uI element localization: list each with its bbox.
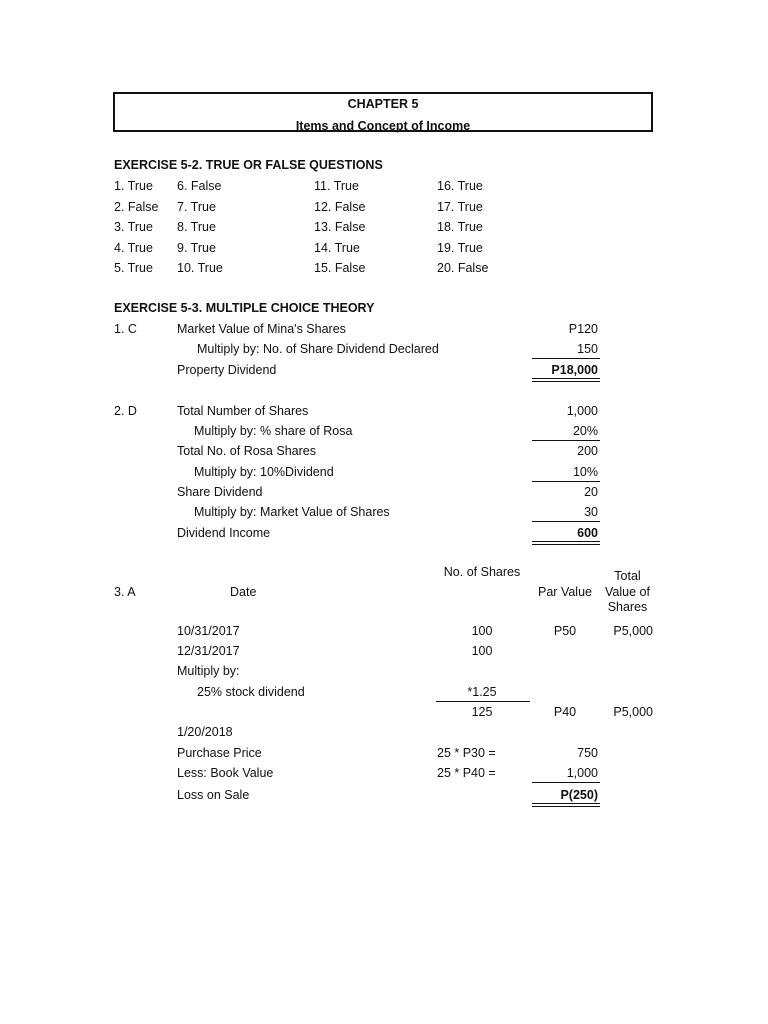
- calc-formula: 25 * P30 =: [437, 746, 496, 760]
- answer-item: 15. False: [314, 261, 366, 275]
- answer-item: 9. True: [177, 241, 216, 255]
- chapter-subtitle: Items and Concept of Income: [295, 119, 471, 133]
- result-value: 600: [577, 526, 598, 540]
- table-shares: 100: [471, 644, 493, 658]
- answer-item: 8. True: [177, 220, 216, 234]
- answer-item: 2. False: [114, 200, 159, 214]
- underline: [532, 521, 600, 522]
- double-underline: [532, 803, 600, 807]
- calc-formula: 25 * P40 =: [437, 766, 496, 780]
- answer-item: 6. False: [177, 179, 222, 193]
- calc-label: Multiply by: Market Value of Shares: [194, 505, 390, 519]
- question-number: 3. A: [114, 585, 136, 599]
- calc-label: Less: Book Value: [177, 766, 274, 780]
- column-header-par: Par Value: [538, 585, 592, 599]
- answer-item: 7. True: [177, 200, 216, 214]
- calc-label: Purchase Price: [177, 746, 262, 760]
- chapter-title-box: [113, 92, 653, 132]
- column-header-total: Shares: [607, 600, 648, 614]
- calc-value: 30: [584, 505, 598, 519]
- answer-item: 11. True: [314, 179, 359, 193]
- underline: [532, 358, 600, 359]
- table-par: P40: [553, 705, 577, 719]
- calc-value: P120: [568, 322, 598, 336]
- underline: [532, 782, 600, 783]
- table-shares: *1.25: [467, 685, 497, 699]
- exercise-5-2-title: EXERCISE 5-2. TRUE OR FALSE QUESTIONS: [114, 158, 383, 172]
- table-shares: 125: [471, 705, 493, 719]
- answer-item: 19. True: [437, 241, 483, 255]
- calc-label: Market Value of Mina's Shares: [177, 322, 346, 336]
- calc-value: 750: [577, 746, 598, 760]
- calc-value: 150: [577, 342, 598, 356]
- calc-label: 25% stock dividend: [197, 685, 305, 699]
- answer-item: 14. True: [314, 241, 360, 255]
- answer-item: 13. False: [314, 220, 366, 234]
- calc-label: Dividend Income: [177, 526, 271, 540]
- answer-item: 16. True: [437, 179, 483, 193]
- table-date: 12/31/2017: [177, 644, 240, 658]
- table-total: P5,000: [613, 705, 653, 719]
- column-header-total: Total: [614, 569, 641, 583]
- column-header-shares: No. of Shares: [443, 565, 521, 579]
- double-underline: [532, 378, 600, 382]
- calc-value: 10%: [572, 465, 598, 479]
- answer-item: 3. True: [114, 220, 153, 234]
- question-number: 1. C: [114, 322, 137, 336]
- calc-label: Property Dividend: [177, 363, 277, 377]
- calc-label: Total No. of Rosa Shares: [177, 444, 316, 458]
- table-par: P50: [553, 624, 577, 638]
- calc-label: Share Dividend: [177, 485, 263, 499]
- exercise-5-3-title: EXERCISE 5-3. MULTIPLE CHOICE THEORY: [114, 301, 375, 315]
- calc-label: Loss on Sale: [177, 788, 250, 802]
- chapter-heading: CHAPTER 5: [347, 97, 419, 111]
- underline: [532, 440, 600, 441]
- calc-label: Multiply by:: [177, 664, 240, 678]
- calc-value: 200: [577, 444, 598, 458]
- calc-label: Multiply by: % share of Rosa: [194, 424, 353, 438]
- underline: [532, 481, 600, 482]
- answer-item: 5. True: [114, 261, 153, 275]
- answer-item: 10. True: [177, 261, 223, 275]
- table-total: P5,000: [613, 624, 653, 638]
- column-header-total: Value of: [605, 585, 650, 599]
- column-header-date: Date: [230, 585, 257, 599]
- calc-value: 20%: [572, 424, 598, 438]
- answer-item: 17. True: [437, 200, 483, 214]
- answer-item: 12. False: [314, 200, 366, 214]
- underline: [436, 701, 530, 702]
- answer-item: 4. True: [114, 241, 153, 255]
- result-value: P18,000: [551, 363, 598, 377]
- calc-label: Multiply by: 10%Dividend: [194, 465, 334, 479]
- answer-item: 18. True: [437, 220, 483, 234]
- double-underline: [532, 541, 600, 545]
- answer-item: 1. True: [114, 179, 153, 193]
- calc-label: Multiply by: No. of Share Dividend Declared: [197, 342, 439, 356]
- table-date: 10/31/2017: [177, 624, 240, 638]
- calc-value: 20: [584, 485, 598, 499]
- table-shares: 100: [471, 624, 493, 638]
- table-date: 1/20/2018: [177, 725, 233, 739]
- calc-value: 1,000: [566, 404, 598, 418]
- calc-label: Total Number of Shares: [177, 404, 309, 418]
- calc-value: 1,000: [566, 766, 598, 780]
- result-value: P(250): [560, 788, 598, 802]
- answer-item: 20. False: [437, 261, 489, 275]
- question-number: 2. D: [114, 404, 137, 418]
